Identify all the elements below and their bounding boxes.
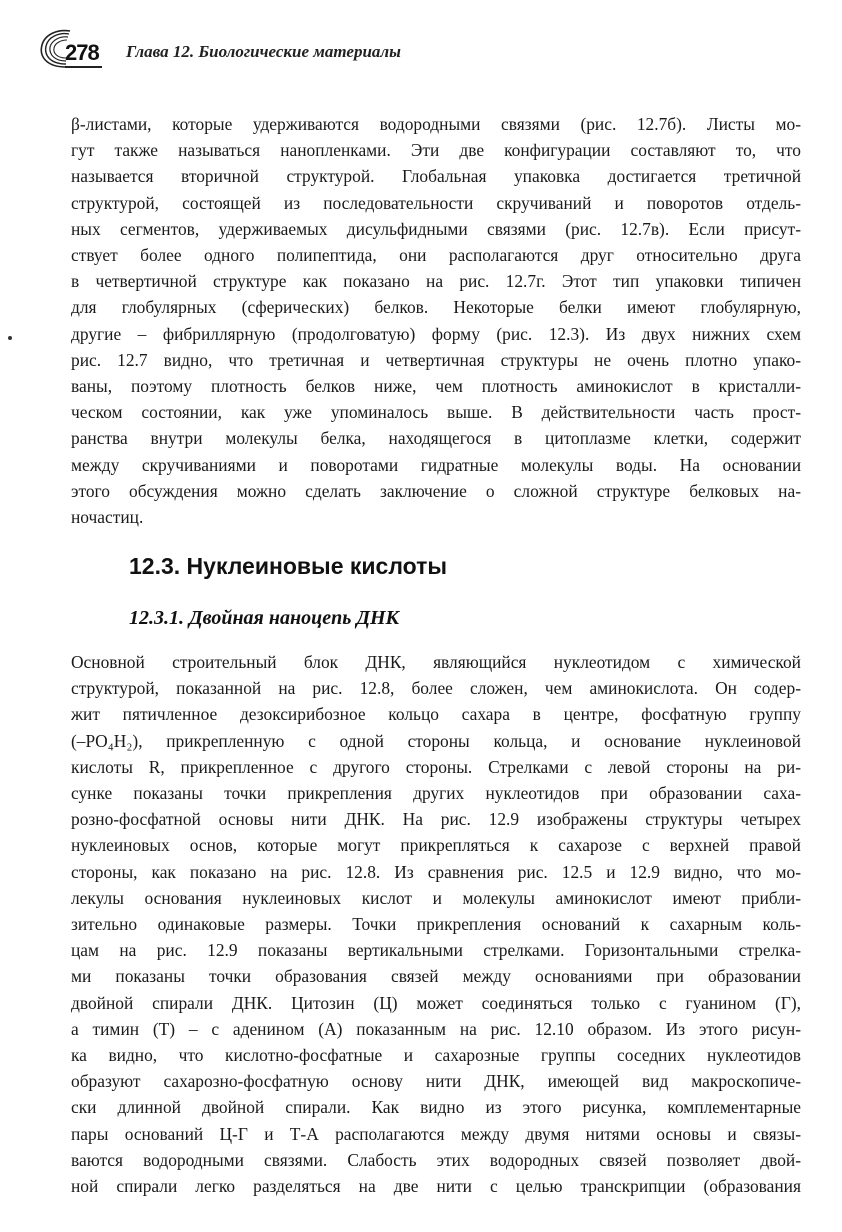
text-line: (–PO₄H₂), прикрепленную с одной стороны кольца, и основание нуклеиновой xyxy=(71,730,801,751)
text-line: розно-фосфатной основы нити ДНК. На рис. 12.9 изображены структуры четырех xyxy=(71,809,801,830)
text-line: ночастиц. xyxy=(71,507,144,528)
text-line: лекулы основания нуклеиновых кислот и молекулы аминокислот имеют прибли- xyxy=(71,887,801,908)
text-line: гут также называться нанопленками. Эти две конфигурации составляют то, что xyxy=(71,140,801,161)
text-line: зительно одинаковые размеры. Точки прикрепления оснований к сахарным коль- xyxy=(71,914,801,935)
text-line: ка видно, что кислотно-фосфатные и сахарозные группы соседних нуклеотидов xyxy=(71,1045,801,1066)
text-line: нуклеиновых основ, которые могут прикрепляться к сахарозе с верхней правой xyxy=(71,835,801,856)
text-line: между скручиваниями и поворотами гидратные молекулы воды. На основании xyxy=(71,454,801,475)
section-heading: 12.3. Нуклеиновые кислоты xyxy=(129,553,448,579)
text-line: рис. 12.7 видно, что третичная и четвертичная структуры не очень плотно упако- xyxy=(71,349,801,370)
text-line: ческом состоянии, как уже упоминалось выше. В действительности часть прост- xyxy=(71,402,801,423)
text-line: Основной строительный блок ДНК, являющийся нуклеотидом с химической xyxy=(71,652,801,672)
text-line: жит пятичленное дезоксирибозное кольцо сахара в центре, фосфатную группу xyxy=(71,704,801,725)
text-line: ваются водородными связями. Слабость этих водородных связей позволяет двой- xyxy=(71,1149,801,1170)
text-line: ваны, поэтому плотность белков ниже, чем плотность аминокислот в кристалли- xyxy=(71,376,801,397)
text-line: β-листами, которые удерживаются водородными связями (рис. 12.7б). Листы мо- xyxy=(71,114,801,134)
text-line: двойной спирали ДНК. Цитозин (Ц) может соединяться только с гуанином (Г), xyxy=(71,992,801,1013)
text-line: структурой, показанной на рис. 12.8, более сложен, чем аминокислота. Он содер- xyxy=(71,678,801,699)
text-line: ранства внутри молекулы белка, находящегося в цитоплазме клетки, содержит xyxy=(71,428,801,449)
text-line: ски длинной двойной спирали. Как видно из этого рисунка, комплементарные xyxy=(71,1097,801,1118)
text-line: стороны, как показано на рис. 12.8. Из сравнения рис. 12.5 и 12.9 видно, что мо- xyxy=(71,861,801,882)
text-line: пары оснований Ц-Г и Т-А располагаются между двумя нитями основы и связы- xyxy=(71,1123,801,1144)
text-line: цам на рис. 12.9 показаны вертикальными стрелками. Горизонтальными стрелка- xyxy=(71,940,801,961)
text-line: называется вторичной структурой. Глобальная упаковка достигается третичной xyxy=(71,166,801,187)
text-line: сунке показаны точки прикрепления других нуклеотидов при образовании саха- xyxy=(71,783,801,804)
page-number: 278 xyxy=(65,40,99,65)
text-line: структурой, состоящей из последовательности скручиваний и поворотов отдель- xyxy=(71,192,801,213)
text-line: этого обсуждения можно сделать заключение о сложной структуре белковых на- xyxy=(71,480,801,501)
text-line: ствует более одного полипептида, они располагаются друг относительно друга xyxy=(71,245,801,266)
text-line: образуют сахарозно-фосфатную основу нити ДНК, имеющей вид макроскопиче- xyxy=(71,1071,801,1092)
page-header xyxy=(36,26,816,72)
text-line: в четвертичной структуре как показано на рис. 12.7г. Этот тип упаковки типичен xyxy=(71,271,801,292)
text-line: ми показаны точки образования связей между основаниями при образовании xyxy=(71,966,801,987)
body-paragraph-1 xyxy=(71,111,801,530)
subsection-heading: 12.3.1. Двойная наноцепь ДНК xyxy=(129,607,400,629)
stray-dot xyxy=(8,336,12,340)
body-paragraph-2 xyxy=(71,649,801,1199)
text-line: ной спирали легко разделяться на две нити с целью транскрипции (образования xyxy=(71,1176,801,1197)
text-line: а тимин (Т) – с аденином (А) показанным на рис. 12.10 образом. Из этого рисун- xyxy=(71,1018,801,1039)
text-line: другие – фибриллярную (продолговатую) форму (рис. 12.3). Из двух нижних схем xyxy=(71,323,801,344)
text-line: кислоты R, прикрепленное с другого стороны. Стрелками с левой стороны на ри- xyxy=(71,756,801,777)
running-head: Глава 12. Биологические материалы xyxy=(126,42,401,61)
text-line: ных сегментов, удерживаемых дисульфидными связями (рис. 12.7в). Если присут- xyxy=(71,218,801,239)
text-line: для глобулярных (сферических) белков. Некоторые белки имеют глобулярную, xyxy=(71,297,801,318)
